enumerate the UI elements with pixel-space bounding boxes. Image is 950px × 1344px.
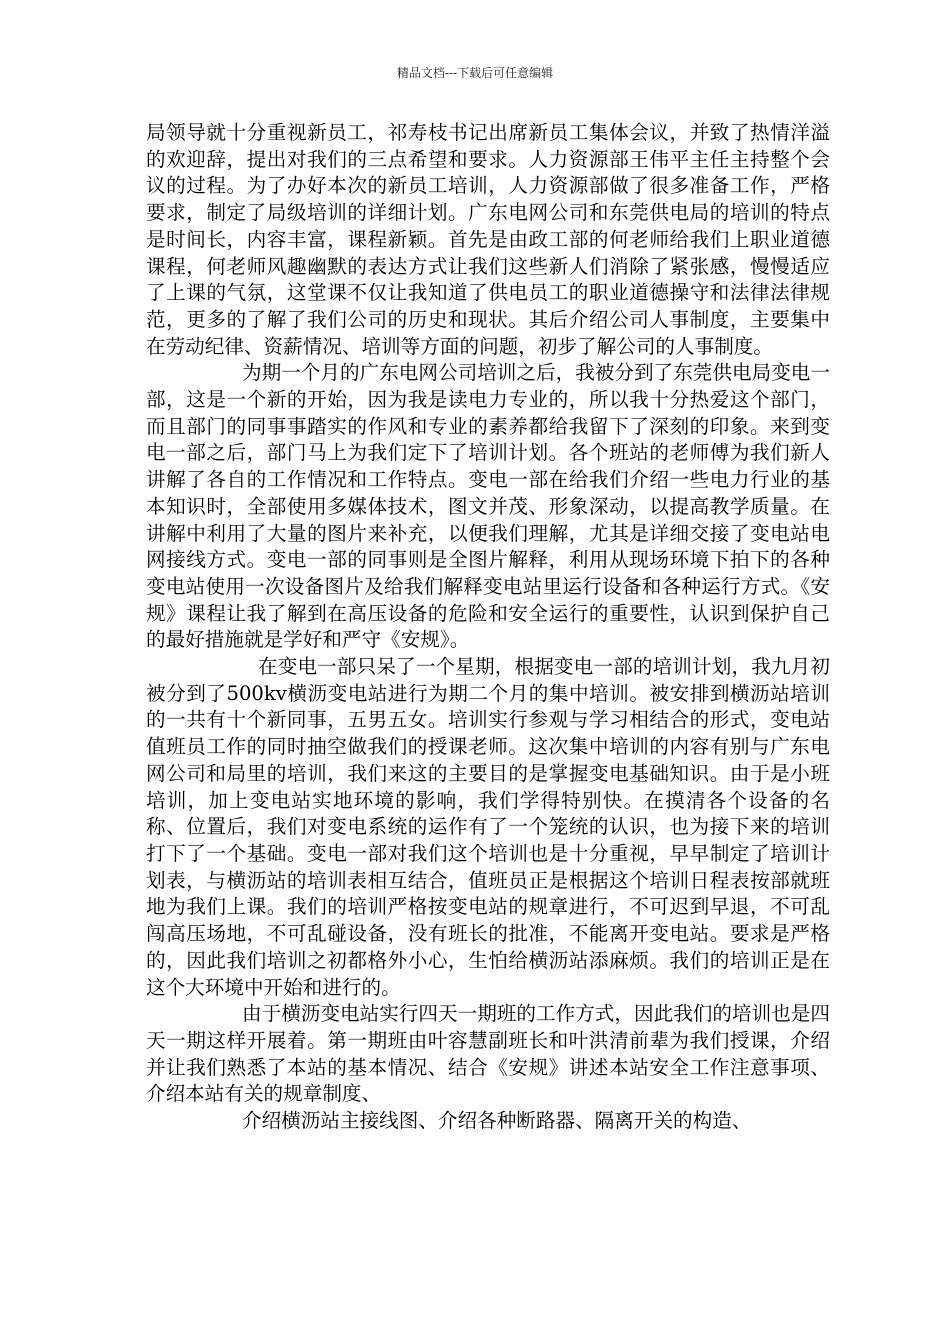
page-header: 精品文档---下载后可任意编辑	[396, 66, 554, 80]
paragraph-4: 由于横沥变电站实行四天一期班的工作方式，因此我们的培训也是四天一期这样开展着。第一期班由叶容慧副班长和叶洪清前辈为我们授课，介绍并让我们熟悉了本站的基本情况、结合《安规》讲述本站安全工作注意事项、介绍本站有关的规章制度、	[146, 1002, 830, 1106]
document-body	[146, 120, 830, 1135]
paragraph-2: 为期一个月的广东电网公司培训之后，我被分到了东莞供电局变电一部，这是一个新的开始，因为我是读电力专业的，所以我十分热爱这个部门，而且部门的同事事踏实的作风和专业的素养都给我留下了深刻的印象。来到变电一部之后，部门马上为我们定下了培训计划。各个班站的老师傅为我们新人讲解了各自的工作情况和工作特点。变电一部在给我们介绍一些电力行业的基本知识时，全部使用多媒体技术，图文并茂、形象深动，以提高教学质量。在讲解中利用了大量的图片来补充，以便我们理解，尤其是详细交接了变电站电网接线方式。变电一部的同事则是全图片解释，利用从现场环境下拍下的各种变电站使用一次设备图片及给我们解释变电站里运行设备和各种运行方式。《安规》课程让我了解到在高压设备的危险和安全运行的重要性，认识到保护自己的最好措施就是学好和严守《安规》。	[146, 361, 830, 652]
paragraph-1: 局领导就十分重视新员工，祁寿枝书记出席新员工集体会议，并致了热情洋溢的欢迎辞，提出对我们的三点希望和要求。人力资源部王伟平主任主持整个会议的过程。为了办好本次的新员工培训，人力资源部做了很多准备工作，严格要求，制定了局级培训的详细计划。广东电网公司和东莞供电局的培训的特点是时间长，内容丰富，课程新颖。首先是由政工部的何老师给我们上职业道德课程，何老师风趣幽默的表达方式让我们这些新人们消除了紧张感，慢慢适应了上课的气氛，这堂课不仅让我知道了供电员工的职业道德操守和法律法律规范，更多的了解了我们公司的历史和现状。其后介绍公司人事制度，主要集中在劳动纪律、资薪情况、培训等方面的问题，初步了解公司的人事制度。	[146, 121, 830, 358]
paragraph-3: 在变电一部只呆了一个星期，根据变电一部的培训计划，我九月初被分到了500kv横沥变电站进行为期二个月的集中培训。被安排到横沥站培训的一共有十个新同事，五男五女。培训实行参观与学习相结合的形式，变电站值班员工作的同时抽空做我们的授课老师。这次集中培训的内容有别与广东电网公司和局里的培训，我们来这的主要目的是掌握变电基础知识。由于是小班培训，加上变电站实地环境的影响，我们学得特别快。在摸清各个设备的名称、位置后，我们对变电系统的运作有了一个笼统的认识，也为接下来的培训打下了一个基础。变电一部对我们这个培训也是十分重视，早早制定了培训计划表，与横沥站的培训表相互结合，值班员正是根据这个培训日程表按部就班地为我们上课。我们的培训严格按变电站的规章进行，不可迟到早退，不可乱闯高压场地，不可乱碰设备，没有班长的批准，不能离开变电站。要求是严格的，因此我们培训之初都格外小心，生怕给横沥站添麻烦。我们的培训正是在这个大环境中开始和进行的。	[146, 655, 830, 999]
paragraph-5: 介绍横沥站主接线图、介绍各种断路器、隔离开关的构造、	[242, 1109, 752, 1133]
